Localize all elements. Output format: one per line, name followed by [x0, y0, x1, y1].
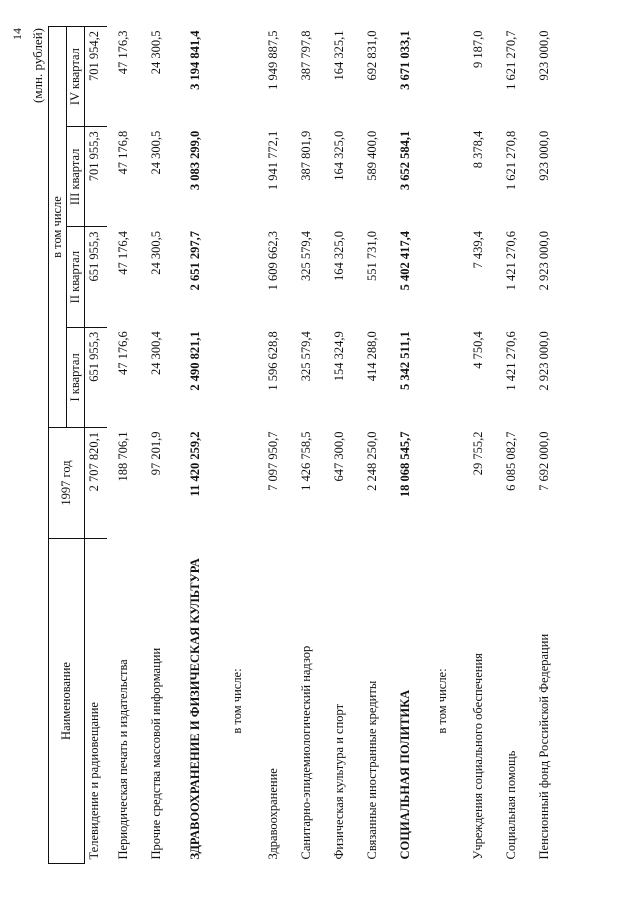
row-name: Пенсионный фонд Российской Федерации [537, 633, 551, 860]
cell-q4: 24 300,5 [149, 30, 163, 75]
cell-q2: 47 176,4 [116, 231, 130, 275]
header-q2: II квартал [67, 227, 85, 327]
cell-q4: 387 797,8 [299, 30, 313, 81]
subheading-label: в том числе: [434, 668, 449, 734]
row-name: Санитарно-эпидемиологический надзор [299, 645, 313, 860]
cell-year: 2 707 820,1 [85, 428, 108, 539]
cell-q3: 701 955,3 [85, 127, 108, 227]
cell-year: 7 097 950,7 [266, 431, 280, 491]
cell-q3: 589 400,0 [365, 130, 379, 181]
table-row [356, 27, 389, 864]
table-row [495, 27, 528, 864]
units-label: (млн. рублей) [30, 28, 45, 103]
cell-q2 [217, 227, 257, 327]
cell-q2: 2 651 297,7 [187, 231, 202, 291]
cell-q1: 47 176,6 [116, 331, 130, 375]
cell-year: 188 706,1 [116, 431, 130, 482]
section-name: ЗДРАВООХРАНЕНИЕ И ФИЗИЧЕСКАЯ КУЛЬТУРА [187, 558, 202, 860]
cell-q3: 3 652 584,1 [398, 130, 412, 191]
cell-q4: 47 176,3 [116, 30, 130, 75]
cell-q4 [422, 27, 462, 127]
row-name: Периодическая печать и издательства [116, 659, 130, 860]
budget-table [48, 26, 561, 864]
header-q3: III квартал [67, 127, 85, 227]
cell-q1: 2 490 821,1 [187, 331, 202, 391]
cell-q2: 1 421 270,6 [504, 231, 518, 291]
header-q4: IV квартал [67, 27, 85, 127]
header-q1: I квартал [67, 327, 85, 427]
table-row [85, 27, 108, 864]
cell-q3: 8 378,4 [471, 130, 485, 169]
cell-q3: 1 621 270,8 [504, 130, 518, 191]
cell-q4: 3 671 033,1 [398, 30, 412, 90]
cell-q3 [217, 127, 257, 227]
subheading-label: в том числе: [229, 668, 244, 734]
cell-q1: 154 324,9 [332, 331, 346, 382]
cell-q2: 551 731,0 [365, 231, 379, 281]
cell-q1 [217, 327, 257, 427]
cell-year: 1 426 758,5 [299, 431, 313, 491]
cell-q4: 692 831,0 [365, 30, 379, 81]
row-name: Здравоохранение [266, 768, 280, 860]
cell-q3: 164 325,0 [332, 130, 346, 181]
row-name: Телевидение и радиовещание [87, 702, 101, 860]
cell-q3: 387 801,9 [299, 130, 313, 181]
table-row [257, 27, 290, 864]
cell-q1: 1 596 628,8 [266, 331, 280, 391]
cell-q3: 24 300,5 [149, 130, 163, 175]
cell-q1: 5 342 511,1 [398, 331, 412, 390]
header-group: в том числе [49, 27, 67, 428]
cell-q3: 3 083 299,0 [187, 130, 202, 191]
cell-q4: 1 621 270,7 [504, 30, 518, 90]
cell-q4: 923 000,0 [537, 30, 551, 81]
row-name: Прочие средства массовой информации [149, 647, 163, 860]
row-name: Связанные иностранные кредиты [365, 680, 379, 860]
cell-q3: 1 941 772,1 [266, 130, 280, 191]
table-row [140, 27, 173, 864]
cell-year: 7 692 000,0 [537, 431, 551, 491]
table-row-subheading [422, 27, 462, 864]
cell-year [422, 428, 462, 539]
cell-q1: 2 923 000,0 [537, 331, 551, 391]
cell-year: 97 201,9 [149, 431, 163, 476]
cell-q4: 701 954,2 [85, 27, 108, 127]
row-name: Социальная помощь [504, 750, 518, 860]
cell-q3: 47 176,8 [116, 130, 130, 175]
cell-q1: 24 300,4 [149, 331, 163, 375]
cell-year: 29 755,2 [471, 431, 485, 476]
table-row [107, 27, 140, 864]
cell-q4: 1 949 887,5 [266, 30, 280, 90]
section-name: СОЦИАЛЬНАЯ ПОЛИТИКА [398, 689, 412, 860]
table-row [528, 27, 561, 864]
cell-q4: 3 194 841,4 [187, 30, 202, 90]
cell-q4 [217, 27, 257, 127]
table-row [323, 27, 356, 864]
cell-q2: 2 923 000,0 [537, 231, 551, 291]
cell-year: 11 420 259,2 [187, 431, 202, 497]
table-row-section [173, 27, 217, 864]
row-name: Учреждения социального обеспечения [471, 653, 485, 860]
cell-q1: 414 288,0 [365, 331, 379, 382]
cell-q3: 923 000,0 [537, 130, 551, 181]
cell-q2: 651 955,3 [85, 227, 108, 327]
header-name: Наименование [49, 539, 85, 864]
cell-q1 [422, 327, 462, 427]
table-row-subheading [217, 27, 257, 864]
cell-q1: 1 421 270,6 [504, 331, 518, 391]
cell-q2: 24 300,5 [149, 231, 163, 275]
cell-q1: 325 579,4 [299, 331, 313, 382]
cell-q1: 4 750,4 [471, 331, 485, 369]
row-name: Физическая культура и спорт [332, 703, 346, 860]
cell-q2: 7 439,4 [471, 231, 485, 269]
cell-q3 [422, 127, 462, 227]
cell-year: 2 248 250,0 [365, 431, 379, 491]
cell-year [217, 428, 257, 539]
cell-year: 18 068 545,7 [398, 431, 412, 498]
cell-q2: 164 325,0 [332, 231, 346, 281]
cell-q2 [422, 227, 462, 327]
cell-q4: 164 325,1 [332, 30, 346, 81]
table-row-section [389, 27, 422, 864]
header-year: 1997 год [49, 428, 85, 539]
table-row [462, 27, 495, 864]
cell-q2: 325 579,4 [299, 231, 313, 281]
cell-year: 647 300,0 [332, 431, 346, 482]
cell-q2: 5 402 417,4 [398, 231, 412, 291]
page-number: 14 [10, 28, 24, 40]
cell-q1: 651 955,3 [85, 327, 108, 427]
cell-q4: 9 187,0 [471, 30, 485, 68]
cell-year: 6 085 082,7 [504, 431, 518, 491]
cell-q2: 1 609 662,3 [266, 231, 280, 291]
table-row [290, 27, 323, 864]
